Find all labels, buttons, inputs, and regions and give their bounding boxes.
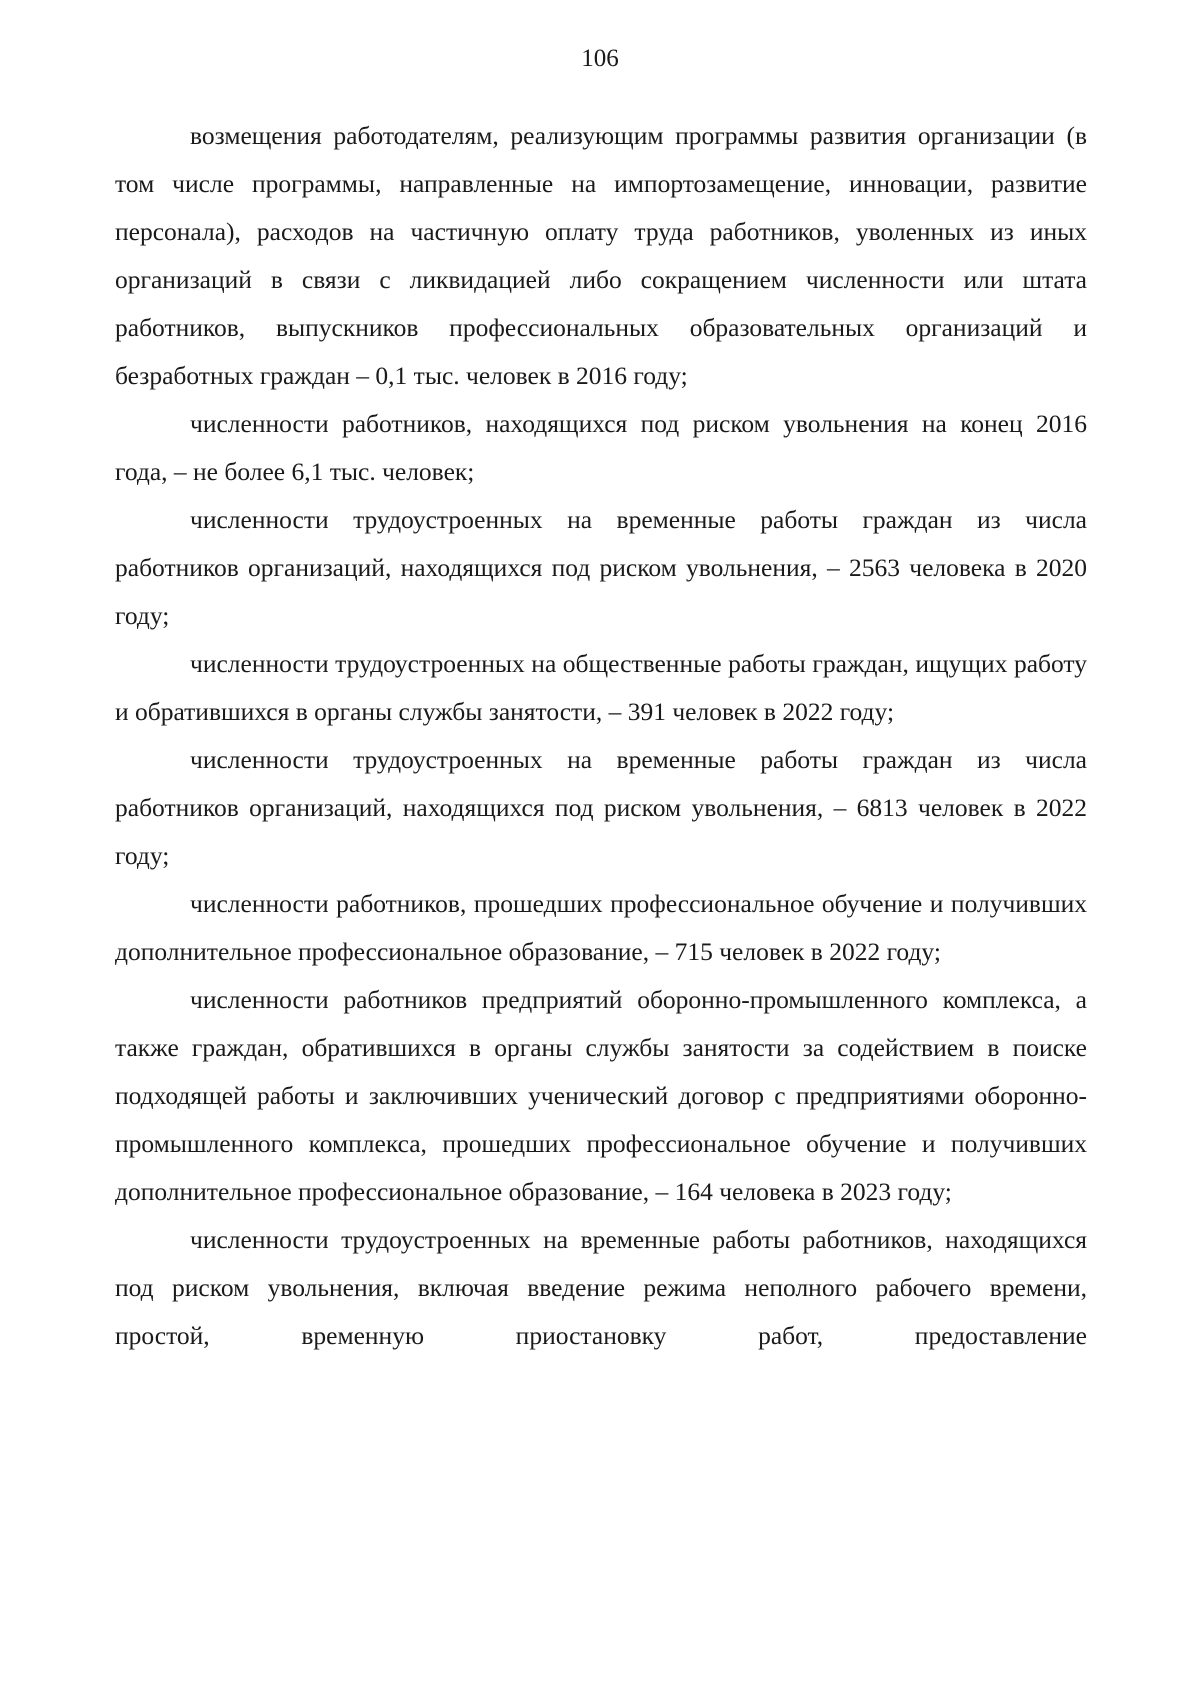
page-number: 106 xyxy=(581,45,619,72)
paragraph-temporary-work-2022: численности трудоустроенных на временные работы граждан из числа работников организаций, находящихся под риском увольнения, – 6813 человек в 2022 году; xyxy=(115,745,1087,870)
paragraph-training-2022: численности работников, прошедших профессиональное обучение и получивших дополнительное профессиональное образование, – 715 человек в 2022 году; xyxy=(115,889,1087,966)
paragraph-public-work-2022: численности трудоустроенных на общественные работы граждан, ищущих работу и обратившихся в органы службы занятости, – 391 человек в 2022 году; xyxy=(115,649,1087,726)
paragraph-risk-dismissal-2016: численности работников, находящихся под риском увольнения на конец 2016 года, – не более 6,1 тыс. человек; xyxy=(115,409,1087,486)
paragraph-temporary-work-2020: численности трудоустроенных на временные работы граждан из числа работников организаций, находящихся под риском увольнения, – 2563 человека в 2020 году; xyxy=(115,505,1087,630)
paragraph-compensation-employers: возмещения работодателям, реализующим программы развития организации (в том числе программы, направленные на импортозамещение, инновации, развитие персонала), расходов на частичную оплату труда работников, уволенных из иных организаций в связи с ликвидацией либо сокращением численности или штата работников, выпускников профессиональных образовательных организаций и безработных граждан – 0,1 тыс. человек в 2016 году; xyxy=(115,121,1087,390)
paragraph-temporary-work-continued: численности трудоустроенных на временные работы работников, находящихся под риском увольнения, включая введение режима неполного рабочего времени, простой, временную приостановку работ, предоставление xyxy=(115,1225,1087,1350)
paragraph-defense-industry-2023: численности работников предприятий оборонно-промышленного комплекса, а также граждан, обратившихся в органы службы занятости за содействием в поиске подходящей работы и заключивших ученический договор с предприятиями оборонно-промышленного комплекса, прошедших профессиональное обучение и получивших дополнительное профессиональное образование, – 164 человека в 2023 году; xyxy=(115,985,1087,1206)
document-body xyxy=(115,112,1087,1360)
